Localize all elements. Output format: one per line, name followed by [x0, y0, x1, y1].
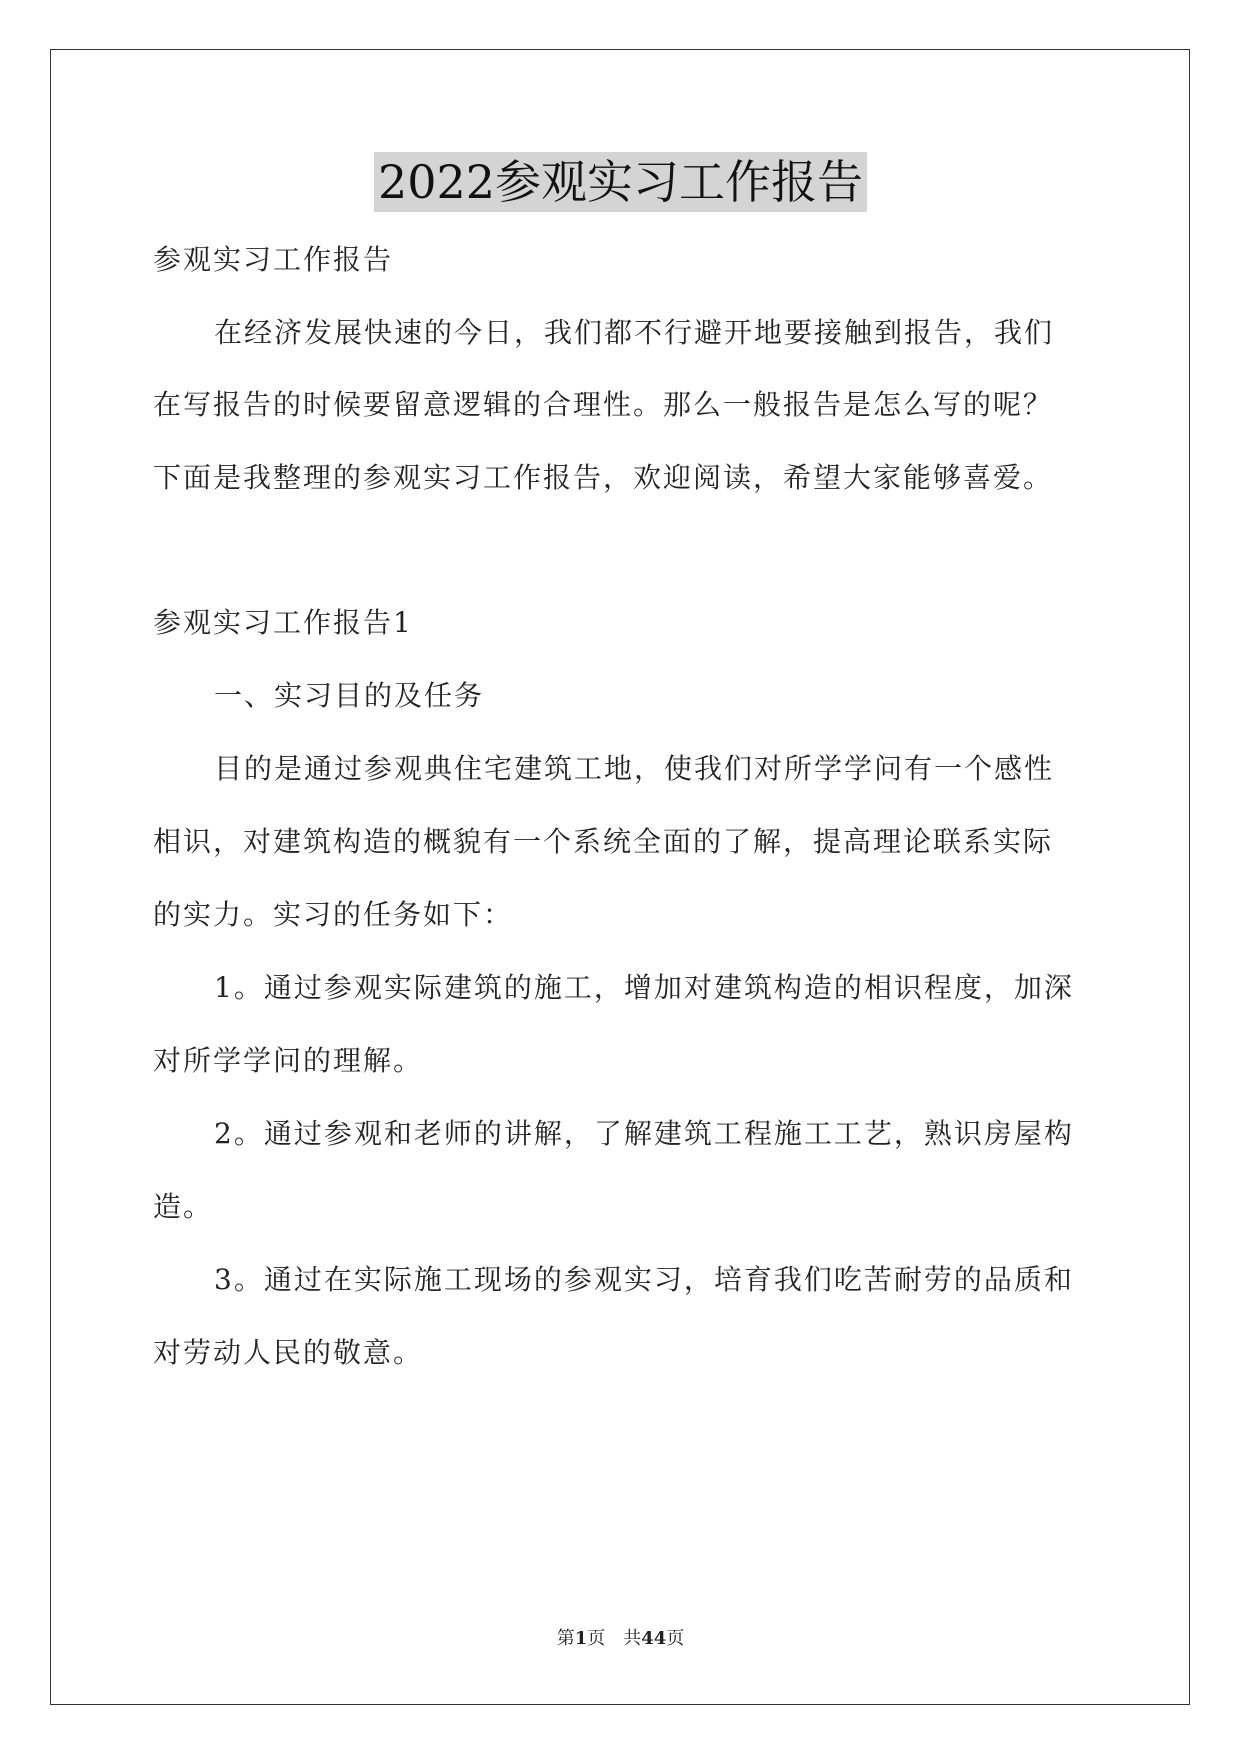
page-suffix: 页 — [587, 1628, 606, 1649]
list-item-line: 2。通过参观和老师的讲解，了解建筑工程施工工艺，熟识房屋构 — [214, 1117, 1074, 1150]
paragraph-line: 在经济发展快速的今日，我们都不行避开地要接触到报告，我们 — [214, 316, 1055, 349]
subsection-heading: 一、实习目的及任务 — [214, 679, 485, 712]
paragraph-line: 的实力。实习的任务如下： — [153, 898, 514, 931]
list-item-line: 3。通过在实际施工现场的参观实习，培育我们吃苦耐劳的品质和 — [214, 1263, 1074, 1296]
section-heading: 参观实习工作报告1 — [153, 606, 413, 639]
list-item-line: 1。通过参观实际建筑的施工，增加对建筑构造的相识程度，加深 — [214, 971, 1074, 1004]
total-prefix: 共 — [623, 1628, 642, 1649]
list-item-line: 对劳动人民的敬意。 — [153, 1336, 424, 1369]
paragraph-line: 下面是我整理的参观实习工作报告，欢迎阅读，希望大家能够喜爱。 — [153, 461, 1054, 494]
paragraph-line: 在写报告的时候要留意逻辑的合理性。那么一般报告是怎么写的呢？ — [153, 388, 1054, 421]
page-border — [50, 49, 1190, 1705]
page-number: 1 — [574, 1628, 588, 1649]
list-item-line: 对所学学问的理解。 — [153, 1044, 424, 1077]
document-title: 2022参观实习工作报告 — [374, 152, 867, 212]
total-pages: 44 — [641, 1628, 667, 1649]
total-suffix: 页 — [666, 1628, 685, 1649]
paragraph-line: 相识，对建筑构造的概貌有一个系统全面的了解，提高理论联系实际 — [153, 825, 1054, 858]
section-heading: 参观实习工作报告 — [153, 243, 394, 276]
page-footer — [0, 1627, 1241, 1651]
paragraph-line: 目的是通过参观典住宅建筑工地，使我们对所学学问有一个感性 — [214, 752, 1055, 785]
title-container — [0, 152, 1241, 212]
page-prefix: 第 — [556, 1628, 575, 1649]
list-item-line: 造。 — [153, 1190, 214, 1223]
